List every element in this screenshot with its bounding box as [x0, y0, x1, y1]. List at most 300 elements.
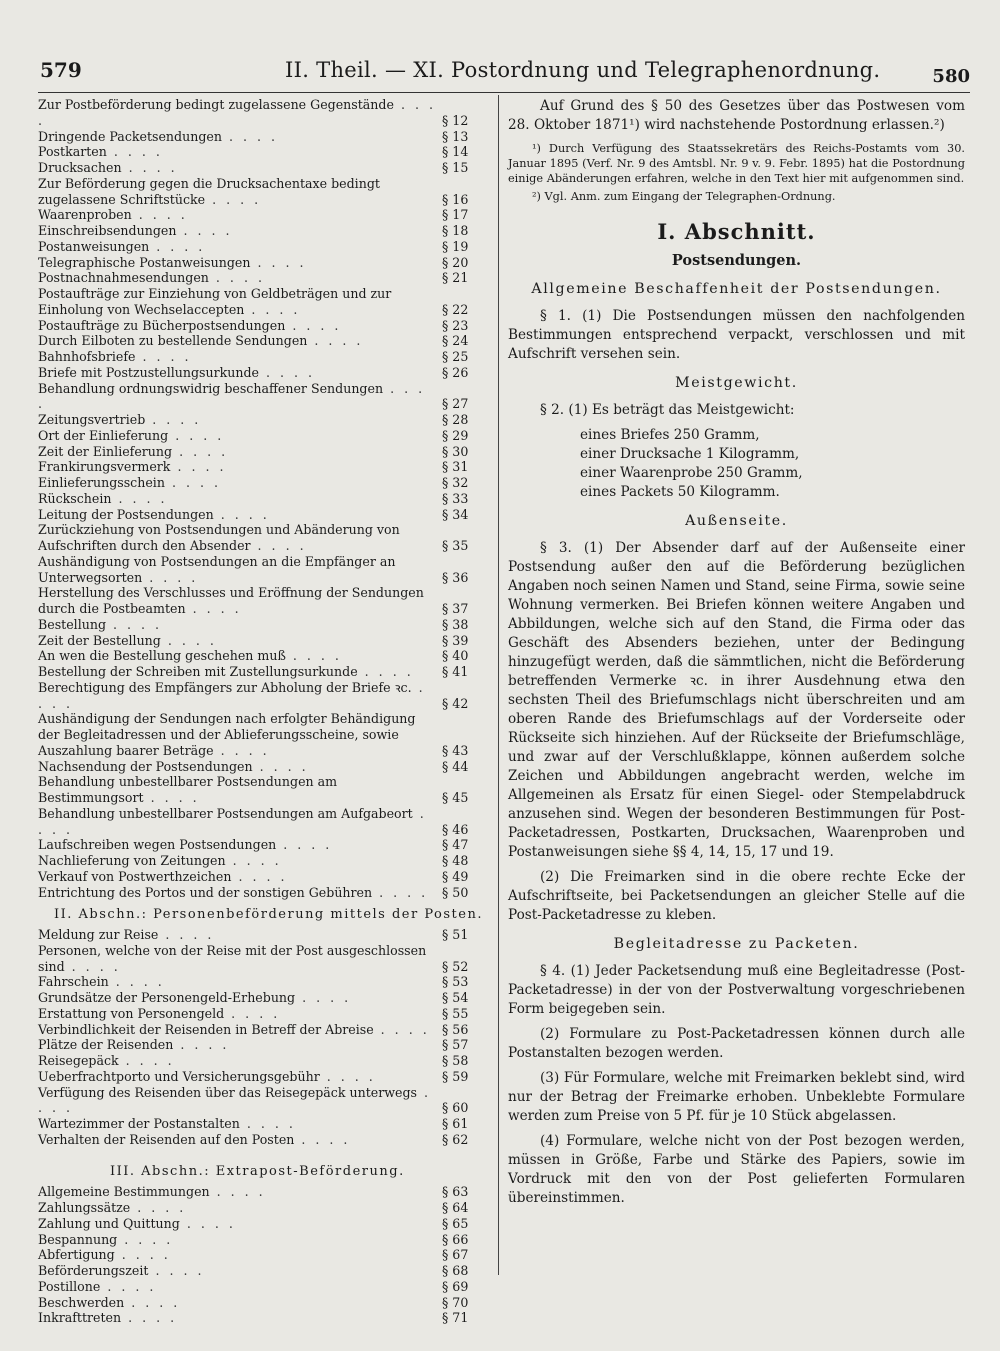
toc-entry-title: [38, 1310, 486, 1326]
toc-entry-title: [38, 176, 486, 208]
toc-entry-paragraph-number: § 13: [442, 128, 469, 144]
toc-entry-paragraph-number: § 45: [442, 790, 469, 805]
dot-leader: . . . .: [285, 317, 342, 333]
toc-entry-title: [38, 648, 486, 664]
toc-entry-title: [38, 160, 486, 176]
section-title-meistgewicht: Meistgewicht.: [675, 375, 798, 391]
dot-leader: . . . .: [176, 223, 233, 238]
toc-entry: [38, 1069, 486, 1085]
toc-entry-paragraph-number: § 63: [442, 1184, 469, 1200]
toc-entry-title: [38, 97, 486, 129]
toc-entry-paragraph-number: § 43: [442, 742, 469, 758]
toc-entry-title: [38, 885, 486, 901]
toc-entry-paragraph-number: § 60: [442, 1100, 469, 1116]
toc-entry-title: [38, 1085, 486, 1117]
toc-entry-label: Herstellung des Verschlusses und Eröffnung der Sendungen durch die Postbeamten: [38, 585, 424, 616]
toc-entry: [38, 806, 486, 838]
toc-entry-title: [38, 223, 486, 239]
dot-leader: . . . .: [244, 301, 301, 317]
toc-entry-title: [38, 974, 486, 990]
toc-entry-label: Meldung zur Reise: [38, 927, 159, 942]
toc-entry-label: Telegraphische Postanweisungen: [38, 254, 251, 270]
section-title-begleitadresse: Begleitadresse zu Packeten.: [613, 936, 860, 952]
toc-entry-paragraph-number: § 25: [442, 349, 469, 364]
toc-entry-paragraph-number: § 50: [442, 884, 469, 900]
dot-leader: . . . .: [38, 805, 427, 837]
toc-entry-paragraph-number: § 42: [442, 695, 469, 711]
toc-entry-label: Aushändigung der Sendungen nach erfolgter Behändigung der Begleitadressen und der Ablieferungsscheine, sowie Auszahlung baarer Beträge: [38, 711, 416, 758]
toc-entry-paragraph-number: § 44: [442, 758, 469, 774]
toc-entry: [38, 1053, 486, 1069]
section-heading-part-2: II. Abschn.: Personenbeförderung mittels der Posten.: [54, 907, 483, 923]
toc-entry-paragraph-number: § 12: [442, 112, 469, 128]
toc-entry: [38, 1247, 486, 1263]
toc-entry-title: [38, 475, 486, 491]
toc-entry: [38, 759, 486, 775]
toc-entry-label: Ueberfrachtporto und Versicherungsgebühr: [38, 1068, 320, 1084]
toc-entry-paragraph-number: § 58: [442, 1053, 469, 1068]
toc-entry: [38, 365, 486, 381]
toc-entry-paragraph-number: § 35: [442, 538, 469, 553]
toc-entry-label: Wartezimmer der Postanstalten: [38, 1116, 240, 1131]
toc-entry-paragraph-number: § 38: [442, 616, 469, 632]
footnote-2: ²) Vgl. Anm. zum Eingang der Telegraphen-Ordnung.: [532, 190, 836, 203]
toc-entry: [38, 428, 486, 444]
toc-entry: [38, 664, 486, 680]
toc-entry: [38, 1132, 486, 1148]
toc-entry: [38, 1216, 486, 1232]
dot-leader: . . . .: [160, 632, 217, 648]
toc-entry: [38, 412, 486, 428]
dot-leader: . . . .: [38, 1084, 431, 1116]
dot-leader: . . . .: [208, 270, 265, 286]
toc-entry: [38, 286, 486, 318]
dot-leader: . . . .: [158, 927, 215, 942]
dot-leader: . . . .: [307, 333, 364, 349]
dot-leader: . . . .: [168, 427, 225, 443]
toc-entry-title: [38, 444, 486, 460]
toc-entry: [38, 1037, 486, 1053]
toc-entry: [38, 239, 486, 255]
toc-entry: [38, 333, 486, 349]
dot-leader: . . . .: [38, 679, 426, 711]
dot-leader: . . . .: [179, 1215, 236, 1231]
toc-entry-title: [38, 1232, 486, 1248]
toc-entry-title: [38, 837, 486, 853]
toc-entry-paragraph-number: § 55: [442, 1005, 469, 1021]
toc-entry-label: Verfügung des Reisenden über das Reisegepäck unterwegs: [38, 1084, 417, 1100]
toc-entry-label: Rückschein: [38, 490, 112, 506]
dot-leader: . . . .: [276, 837, 333, 853]
toc-entry-title: [38, 774, 486, 806]
toc-entry: [38, 475, 486, 491]
toc-entry-title: [38, 144, 486, 160]
toc-part-3: [38, 1184, 486, 1326]
toc-entry-title: [38, 1069, 486, 1085]
toc-entry-paragraph-number: § 32: [442, 475, 469, 490]
dot-leader: . . . .: [372, 884, 429, 900]
toc-entry-title: [38, 869, 486, 885]
dot-leader: . . . .: [164, 475, 221, 490]
toc-entry-label: Personen, welche von der Reise mit der Post ausgeschlossen sind: [38, 942, 427, 974]
toc-entry-title: [38, 554, 486, 586]
toc-entry-label: Verbindlichkeit der Reisenden in Betreff der Abreise: [38, 1021, 374, 1037]
toc-entry-title: [38, 1200, 486, 1216]
toc-entry-label: Bestellung der Schreiben mit Zustellungsurkunde: [38, 664, 358, 679]
dot-leader: . . . .: [117, 1231, 174, 1247]
toc-entry-paragraph-number: § 28: [442, 412, 469, 427]
page-header: [0, 52, 1000, 92]
toc-entry-paragraph-number: § 67: [442, 1247, 469, 1263]
toc-entry: [38, 1022, 486, 1038]
toc-entry-label: Laufschreiben wegen Postsendungen: [38, 837, 277, 853]
toc-entry: [38, 853, 486, 869]
toc-entry-label: Postillone: [38, 1278, 101, 1294]
section-heading-part-3: III. Abschn.: Extrapost-Beförderung.: [110, 1163, 405, 1179]
toc-entry-label: Zeit der Einlieferung: [38, 443, 173, 459]
toc-entry: [38, 459, 486, 475]
toc-entry-label: Plätze der Reisenden: [38, 1037, 174, 1053]
dot-leader: . . . .: [357, 664, 414, 679]
dot-leader: . . . .: [205, 191, 262, 207]
toc-entry-label: Leitung der Postsendungen: [38, 506, 214, 522]
toc-entry-label: Zeitungsvertrieb: [38, 412, 146, 427]
toc-entry-paragraph-number: § 69: [442, 1278, 469, 1294]
toc-entry: [38, 1295, 486, 1311]
toc-entry-label: Bahnhofsbriefe: [38, 349, 136, 364]
dot-leader: . . . .: [124, 1294, 181, 1310]
toc-entry: [38, 711, 486, 758]
toc-entry-label: Behandlung unbestellbarer Postsendungen am Aufgabeort: [38, 805, 413, 821]
toc-entry-title: [38, 1279, 486, 1295]
toc-entry-title: [38, 333, 486, 349]
paragraph-4-4: (4) Formulare, welche nicht von der Post bezogen werden, müssen in Größe, Farbe und Stärke des Papiers, sowie im Vordruck mit den von der Post gelieferten Formularen übereinstimmen.: [508, 1133, 965, 1206]
toc-entry-label: Zahlung und Quittung: [38, 1215, 180, 1231]
toc-entry-title: [38, 943, 486, 975]
toc-entry-title: [38, 349, 486, 365]
dot-leader: . . . .: [295, 990, 352, 1005]
toc-entry: [38, 349, 486, 365]
dot-leader: . . . .: [213, 506, 270, 522]
toc-entry-title: [38, 1132, 486, 1148]
toc-entry-paragraph-number: § 49: [442, 868, 469, 884]
toc-entry-paragraph-number: § 62: [442, 1131, 469, 1147]
dot-leader: . . . .: [145, 412, 202, 427]
toc-entry: [38, 633, 486, 649]
toc-entry-title: [38, 239, 486, 255]
toc-entry-label: Abfertigung: [38, 1247, 115, 1263]
toc-part-1: [38, 97, 486, 900]
toc-entry-title: [38, 1216, 486, 1232]
toc-entry-label: An wen die Bestellung geschehen muß: [38, 648, 286, 664]
toc-entry-label: Verhalten der Reisenden auf den Posten: [38, 1131, 295, 1147]
toc-entry: [38, 1006, 486, 1022]
dot-leader: . . . .: [213, 742, 270, 758]
toc-entry-title: [38, 853, 486, 869]
toc-entry-paragraph-number: § 41: [442, 664, 469, 679]
footnote-1: ¹) Durch Verfügung des Staatssekretärs des Reichs-Postamts vom 30. Januar 1895 (Verf. Nr. 9 des Amtsbl. Nr. 9 v. 9. Febr. 1895) hat die Postordnung einige Abänderungen erfahren, welche in den Text hier mit aufgenommen sind.: [508, 142, 965, 185]
toc-entry-title: [38, 585, 486, 617]
toc-entry-title: [38, 507, 486, 523]
toc-entry-label: Zeit der Bestellung: [38, 632, 161, 648]
dot-leader: . . . .: [142, 569, 199, 585]
toc-entry-title: [38, 633, 486, 649]
toc-entry-title: [38, 711, 486, 758]
toc-entry: [38, 255, 486, 271]
toc-entry-title: [38, 286, 486, 318]
toc-entry-label: Erstattung von Personengeld: [38, 1005, 225, 1021]
page-number-right: 580: [932, 66, 970, 87]
toc-entry: [38, 869, 486, 885]
dot-leader: . . . .: [135, 349, 192, 364]
toc-entry-title: [38, 1116, 486, 1132]
toc-entry-paragraph-number: § 20: [442, 254, 469, 270]
toc-entry-paragraph-number: § 15: [442, 160, 469, 175]
toc-entry-label: Waarenproben: [38, 207, 132, 223]
toc-entry-title: [38, 459, 486, 475]
toc-entry-label: Behandlung unbestellbarer Postsendungen am Bestimmungsort: [38, 774, 338, 805]
toc-entry-title: [38, 270, 486, 286]
running-title: II. Theil. — XI. Postordnung und Telegraphenordnung.: [285, 58, 881, 82]
toc-entry: [38, 943, 486, 975]
weight-list-item: eines Briefes 250 Gramm,: [580, 427, 760, 443]
toc-entry-title: [38, 1247, 486, 1263]
dot-leader: . . . .: [221, 128, 278, 144]
toc-entry-paragraph-number: § 52: [442, 958, 469, 974]
toc-entry: [38, 207, 486, 223]
toc-entry-paragraph-number: § 66: [442, 1231, 469, 1247]
dot-leader: . . . .: [259, 364, 316, 380]
toc-entry: [38, 160, 486, 176]
toc-entry-paragraph-number: § 26: [442, 364, 469, 380]
dot-leader: . . . .: [118, 1053, 175, 1068]
header-rule: [38, 92, 970, 93]
toc-entry: [38, 1116, 486, 1132]
dot-leader: . . . .: [121, 160, 178, 175]
toc-entry-title: [38, 522, 486, 554]
paragraph-2: § 2. (1) Es beträgt das Meistgewicht:: [540, 402, 795, 418]
toc-entry-paragraph-number: § 14: [442, 144, 469, 160]
toc-entry-title: [38, 365, 486, 381]
toc-entry-paragraph-number: § 24: [442, 333, 469, 349]
toc-entry: [38, 129, 486, 145]
toc-entry: [38, 1310, 486, 1326]
main-text-column: [508, 97, 965, 1214]
toc-entry: [38, 648, 486, 664]
toc-entry-title: [38, 255, 486, 271]
paragraph-4-3: (3) Für Formulare, welche mit Freimarken beklebt sind, wird nur der Betrag der Freimarke erhoben. Unbeklebte Formulare werden zum Preise von 5 Pf. für je 10 Stück abgelassen.: [508, 1070, 965, 1124]
toc-entry: [38, 974, 486, 990]
toc-entry: [38, 1263, 486, 1279]
toc-entry-label: Ort der Einlieferung: [38, 427, 169, 443]
dot-leader: . . . .: [143, 790, 200, 805]
dot-leader: . . . .: [224, 1005, 281, 1021]
toc-entry: [38, 837, 486, 853]
toc-entry-paragraph-number: § 39: [442, 632, 469, 648]
toc-entry-paragraph-number: § 70: [442, 1294, 469, 1310]
toc-entry-label: Postaufträge zur Einziehung von Geldbeträgen und zur Einholung von Wechselaccepten: [38, 286, 392, 317]
dot-leader: . . . .: [319, 1068, 376, 1084]
dot-leader: . . . .: [148, 1263, 205, 1278]
toc-entry-title: [38, 759, 486, 775]
toc-entry-title: [38, 1006, 486, 1022]
chapter-subheading: Postsendungen.: [671, 252, 802, 269]
toc-entry-paragraph-number: § 47: [442, 837, 469, 853]
toc-entry: [38, 990, 486, 1006]
toc-entry-paragraph-number: § 40: [442, 648, 469, 664]
toc-entry-paragraph-number: § 16: [442, 191, 469, 207]
toc-entry-paragraph-number: § 71: [442, 1310, 469, 1326]
toc-entry: [38, 507, 486, 523]
toc-entry-title: [38, 381, 486, 413]
toc-entry-label: Postanweisungen: [38, 238, 150, 254]
toc-entry-label: Nachlieferung von Zeitungen: [38, 853, 226, 868]
dot-leader: . . . .: [106, 144, 163, 160]
dot-leader: . . . .: [38, 380, 426, 412]
dot-leader: . . . .: [239, 1116, 296, 1131]
dot-leader: . . . .: [149, 238, 206, 254]
toc-entry-title: [38, 1295, 486, 1311]
paragraph-3-2: (2) Die Freimarken sind in die obere rechte Ecke der Aufschriftseite, bei Packetsendungen an gleicher Stelle auf die Post-Packetadresse zu kleben.: [508, 869, 965, 923]
toc-entry-paragraph-number: § 48: [442, 853, 469, 868]
toc-entry: [38, 1085, 486, 1117]
toc-entry: [38, 585, 486, 617]
toc-entry-label: Frankirungsvermerk: [38, 459, 171, 475]
toc-entry: [38, 617, 486, 633]
toc-entry-paragraph-number: § 53: [442, 974, 469, 990]
toc-entry: [38, 680, 486, 712]
table-of-contents: [38, 97, 486, 1326]
toc-entry-paragraph-number: § 29: [442, 427, 469, 443]
toc-entry-label: Bestellung: [38, 616, 107, 632]
toc-entry-paragraph-number: § 22: [442, 301, 469, 317]
toc-entry-title: [38, 412, 486, 428]
dot-leader: . . . .: [209, 1184, 266, 1200]
toc-entry-title: [38, 617, 486, 633]
toc-entry-label: Drucksachen: [38, 160, 122, 175]
toc-entry-title: [38, 1053, 486, 1069]
dot-leader: . . . .: [121, 1310, 178, 1326]
toc-entry: [38, 318, 486, 334]
toc-entry-paragraph-number: § 17: [442, 207, 469, 223]
toc-entry-label: Zur Beförderung gegen die Drucksachentaxe bedingt zugelassene Schriftstücke: [38, 175, 380, 207]
toc-entry: [38, 554, 486, 586]
toc-entry-label: Beförderungszeit: [38, 1263, 149, 1278]
dot-leader: . . . .: [111, 490, 168, 506]
toc-entry-paragraph-number: § 64: [442, 1200, 469, 1215]
toc-entry-paragraph-number: § 19: [442, 238, 469, 254]
toc-entry-label: Durch Eilboten zu bestellende Sendungen: [38, 333, 308, 349]
toc-entry-title: [38, 664, 486, 680]
toc-entry: [38, 270, 486, 286]
toc-entry: [38, 1184, 486, 1200]
toc-entry-paragraph-number: § 36: [442, 569, 469, 585]
dot-leader: . . . .: [373, 1021, 430, 1037]
dot-leader: . . . .: [250, 254, 307, 270]
toc-entry-label: Nachsendung der Postsendungen: [38, 758, 253, 774]
toc-entry: [38, 774, 486, 806]
paragraph-1: § 1. (1) Die Postsendungen müssen den nachfolgenden Bestimmungen entsprechend verpackt, verschlossen und mit Aufschrift versehen sein.: [508, 308, 965, 362]
column-divider: [498, 95, 499, 1275]
toc-entry-title: [38, 129, 486, 145]
toc-entry-title: [38, 1037, 486, 1053]
toc-entry-paragraph-number: § 27: [442, 396, 469, 412]
dot-leader: . . . .: [100, 1278, 157, 1294]
toc-entry-paragraph-number: § 68: [442, 1263, 469, 1278]
toc-part-2: [38, 927, 486, 1148]
toc-entry-paragraph-number: § 51: [442, 927, 469, 942]
toc-entry-label: Allgemeine Bestimmungen: [38, 1184, 210, 1200]
toc-entry-paragraph-number: § 56: [442, 1021, 469, 1037]
toc-entry: [38, 1200, 486, 1216]
toc-entry-label: Fahrschein: [38, 974, 109, 990]
toc-entry: [38, 176, 486, 208]
dot-leader: . . . .: [38, 97, 436, 128]
toc-entry-title: [38, 1022, 486, 1038]
dot-leader: . . . .: [64, 958, 121, 974]
weight-list-item: einer Drucksache 1 Kilogramm,: [580, 446, 800, 462]
dot-leader: . . . .: [250, 538, 307, 553]
toc-entry-label: Postnachnahmesendungen: [38, 270, 209, 286]
toc-entry-paragraph-number: § 65: [442, 1215, 469, 1231]
dot-leader: . . . .: [294, 1131, 351, 1147]
dot-leader: . . . .: [108, 974, 165, 990]
toc-entry-label: Aushändigung von Postsendungen an die Empfänger an Unterwegsorten: [38, 553, 396, 585]
toc-entry-title: [38, 428, 486, 444]
toc-entry-label: Verkauf von Postwerthzeichen: [38, 868, 232, 884]
toc-entry-paragraph-number: § 59: [442, 1068, 469, 1084]
toc-entry-label: Beschwerden: [38, 1294, 125, 1310]
toc-entry-label: Inkrafttreten: [38, 1310, 122, 1326]
toc-entry: [38, 1232, 486, 1248]
toc-entry-paragraph-number: § 46: [442, 821, 469, 837]
toc-entry-label: Entrichtung des Portos und der sonstigen Gebühren: [38, 884, 373, 900]
paragraph-4: § 4. (1) Jeder Packetsendung muß eine Begleitadresse (Post-Packetadresse) in der von der Postverwaltung vorgeschriebenen Form beigegeben sein.: [508, 963, 965, 1017]
toc-entry-label: Zurückziehung von Postsendungen und Abänderung von Aufschriften durch den Absender: [38, 522, 400, 553]
dot-leader: . . . .: [170, 459, 227, 475]
toc-entry-paragraph-number: § 57: [442, 1037, 469, 1053]
toc-entry-paragraph-number: § 18: [442, 223, 469, 238]
dot-leader: . . . .: [185, 601, 242, 616]
toc-entry-paragraph-number: § 31: [442, 459, 469, 475]
toc-entry-label: Zahlungssätze: [38, 1200, 131, 1215]
dot-leader: . . . .: [231, 868, 288, 884]
chapter-heading: I. Abschnitt.: [657, 219, 816, 244]
toc-entry: [38, 927, 486, 943]
intro-paragraph: Auf Grund des § 50 des Gesetzes über das Postwesen vom 28. Oktober 1871¹) wird nachstehende Postordnung erlassen.²): [508, 98, 965, 133]
weight-list: [580, 426, 965, 502]
toc-entry-title: [38, 927, 486, 943]
toc-entry: [38, 144, 486, 160]
toc-entry: [38, 1279, 486, 1295]
toc-entry-title: [38, 318, 486, 334]
toc-entry-paragraph-number: § 23: [442, 317, 469, 333]
dot-leader: . . . .: [225, 853, 282, 868]
toc-entry-label: Briefe mit Postzustellungsurkunde: [38, 364, 259, 380]
toc-entry-title: [38, 207, 486, 223]
toc-entry-label: Postaufträge zu Bücherpostsendungen: [38, 317, 286, 333]
toc-entry-label: Behandlung ordnungswidrig beschaffener Sendungen: [38, 380, 384, 396]
toc-entry: [38, 381, 486, 413]
toc-entry-title: [38, 680, 486, 712]
toc-entry: [38, 885, 486, 901]
toc-entry-paragraph-number: § 33: [442, 490, 469, 506]
page-number-left: 579: [40, 58, 82, 82]
toc-entry-title: [38, 806, 486, 838]
dot-leader: . . . .: [172, 443, 229, 459]
toc-entry-label: Berechtigung des Empfängers zur Abholung der Briefe ꝛc.: [38, 679, 412, 695]
toc-entry-title: [38, 1263, 486, 1279]
